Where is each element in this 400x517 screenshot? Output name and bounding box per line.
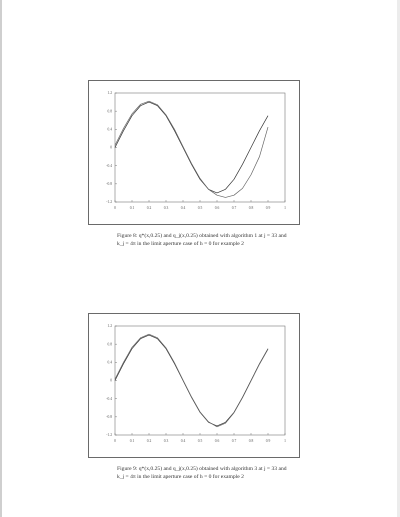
x-tick-label-2: 0.1 bbox=[129, 439, 135, 443]
series-line-2-0 bbox=[115, 335, 268, 426]
x-tick-label-2: 0 bbox=[114, 439, 116, 443]
x-tick-label-2: 0.7 bbox=[231, 439, 237, 443]
y-tick-label-1: -0.8 bbox=[106, 182, 112, 187]
x-tick-label-2: 0.4 bbox=[180, 439, 186, 443]
x-tick-label-1: 0.7 bbox=[231, 206, 237, 210]
figure-8-caption-line-1: Figure 8: q*(x,0.25) and q_j(x,0.25) obtained with algorithm 1 at j = 33 and bbox=[117, 233, 287, 239]
x-tick-label-1: 1 bbox=[284, 206, 286, 210]
x-tick-label-1: 0.9 bbox=[265, 206, 271, 210]
x-tick-label-2: 1 bbox=[284, 439, 286, 443]
figure-9-plot bbox=[89, 314, 299, 457]
figure-8-plot bbox=[89, 81, 299, 224]
y-tick-label-1: -0.4 bbox=[106, 163, 112, 168]
y-tick-label-1: -1.2 bbox=[106, 200, 112, 205]
x-tick-label-1: 0.2 bbox=[146, 206, 152, 210]
y-tick-label-1: 1.2 bbox=[107, 91, 112, 96]
series-line-1-1 bbox=[115, 101, 268, 197]
figure-9-caption bbox=[117, 465, 332, 481]
x-tick-label-1: 0.3 bbox=[163, 206, 169, 210]
x-tick-label-2: 0.3 bbox=[163, 439, 169, 443]
figure-8-caption-line-2: k_j = 4π in the limit aperture case of h = 0 for example 2 bbox=[117, 241, 244, 247]
y-tick-label-2: 0.4 bbox=[107, 360, 112, 365]
figure-9-caption-line-1: Figure 9: q*(x,0.25) and q_j(x,0.25) obtained with algorithm 3 at j = 33 and bbox=[117, 466, 287, 472]
x-tick-label-1: 0.6 bbox=[214, 206, 220, 210]
x-tick-label-2: 0.6 bbox=[214, 439, 220, 443]
y-tick-label-1: 0.4 bbox=[107, 127, 112, 132]
x-tick-label-1: 0.4 bbox=[180, 206, 186, 210]
y-tick-label-2: 0 bbox=[110, 378, 112, 383]
x-tick-label-1: 0.1 bbox=[129, 206, 135, 210]
figure-8-caption bbox=[117, 232, 332, 248]
figure-9-plot-frame bbox=[88, 313, 300, 458]
y-tick-label-2: -0.8 bbox=[106, 415, 112, 420]
x-tick-label-2: 0.8 bbox=[248, 439, 254, 443]
y-tick-label-2: -1.2 bbox=[106, 433, 112, 438]
x-tick-label-2: 0.9 bbox=[265, 439, 271, 443]
x-tick-label-1: 0.5 bbox=[197, 206, 203, 210]
figure-9-caption-line-2: k_j = 4π in the limit aperture case of h = 0 for example 2 bbox=[117, 474, 244, 480]
x-tick-label-2: 0.5 bbox=[197, 439, 203, 443]
y-tick-label-2: -0.4 bbox=[106, 396, 112, 401]
x-tick-label-1: 0.8 bbox=[248, 206, 254, 210]
plot-area-2 bbox=[115, 326, 285, 435]
x-tick-label-1: 0 bbox=[114, 206, 116, 210]
series-line-2-1 bbox=[115, 334, 268, 427]
y-tick-label-2: 1.2 bbox=[107, 324, 112, 329]
series-line-1-0 bbox=[115, 102, 268, 193]
x-tick-label-2: 0.2 bbox=[146, 439, 152, 443]
y-tick-label-2: 0.8 bbox=[107, 342, 112, 347]
page-edge-left bbox=[0, 0, 2, 517]
plot-area-1 bbox=[115, 93, 285, 202]
figure-8-plot-frame bbox=[88, 80, 300, 225]
y-tick-label-1: 0 bbox=[110, 145, 112, 150]
y-tick-label-1: 0.8 bbox=[107, 109, 112, 114]
